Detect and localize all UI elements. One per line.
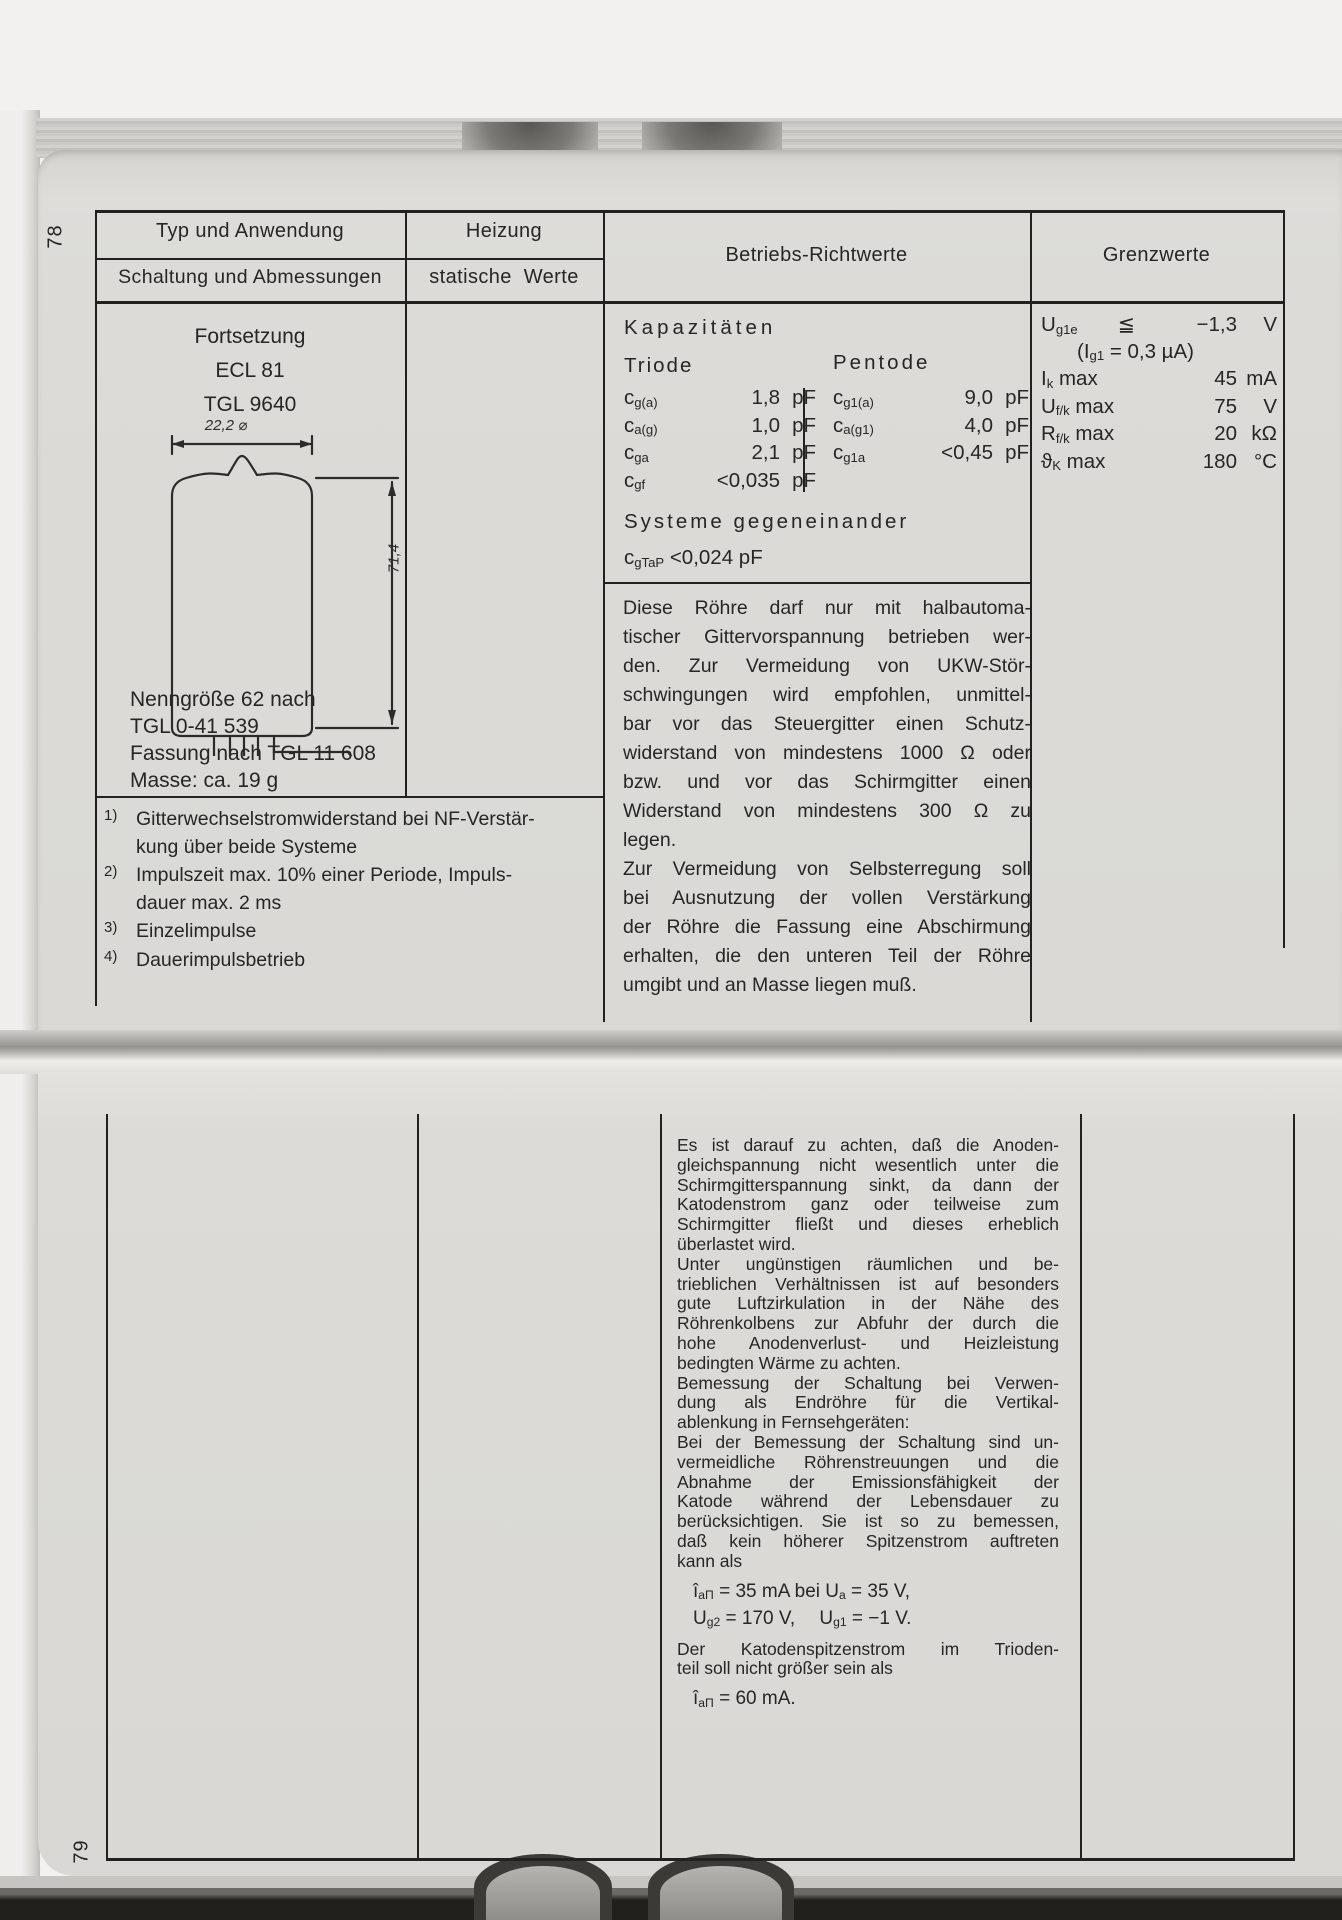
page-fold-crease [0,1030,1342,1074]
capacitance-title: Kapazitäten [624,316,777,339]
text-line: kann als [677,1550,743,1571]
text-line: hohe Anodenverlust- und Heizleistung [677,1332,1059,1353]
text-line: Masse: ca. 19 g [130,769,279,792]
text-line: Zur Vermeidung von Selbsterregung soll [623,858,1031,880]
text-line: Schirmgitter fließt und dieses erheblich [677,1214,1059,1235]
footnote-mark: 4) [104,947,118,965]
thumb-notch-bottom-left-inner [486,1866,600,1920]
tube-mechanical-notes [130,686,410,794]
limit-row: $ϑ_K$ max 180 °C [1041,449,1277,474]
footnote-text: Einzelimpulse [136,920,257,942]
pentode-capacitance-table [833,386,1029,469]
triode-capacitance-table [624,386,816,496]
continuation-text-column [677,1136,1059,1720]
bottom-border-left [106,1114,108,1860]
text-line: ablenkung in Fernsehgeräten: [677,1412,910,1433]
text-line: bedingten Wärme zu achten. [677,1352,901,1373]
footnote-text: Impulszeit max. 10% einer Periode, Impuls- dauer max. 2 ms [136,864,513,914]
footnote-mark: 2) [104,863,118,880]
limit-values-table [1041,312,1277,477]
paragraph [623,855,1031,1000]
footnote-text: Dauerimpulsbetrieb [136,948,306,971]
text-line: gute Luftzirkulation in der Nähe des [677,1293,1059,1314]
formula-block [693,1686,1059,1713]
text-line: Diese Röhre darf nur mit halbautoma- [623,597,1031,619]
text-line: Katodenstrom ganz oder teilweise zum [677,1194,1059,1215]
capacitance-row: $c_{g1a}$ <0,45 pF [833,441,1029,465]
thumb-notch-bottom-right-inner [660,1866,782,1920]
footnote-mark: 3) [104,919,118,936]
text-line: vermeidliche Röhrenstreuungen und die [677,1451,1059,1472]
limit-note: ($I_{g1} = 0,3$ µA) [1077,339,1194,364]
text-line: überlastet wird. [677,1233,796,1254]
pentode-label: Pentode [833,351,931,374]
text-line: Fassung nach TGL 11 608 [130,742,376,765]
text-line: bei Ausnutzung der vollen Verstärkung [623,887,1031,909]
formula-line: $î_{a\Pi} = 60$ mA. [693,1688,796,1710]
header-typ-anwendung: Typ und Anwendung [155,220,345,242]
bottom-border-right [1293,1114,1295,1860]
formula-block [693,1579,1059,1633]
paragraph [677,1640,1059,1680]
bottom-column-divider-2 [660,1114,662,1860]
text-line: TGL 0-41 539 [130,715,259,738]
header-schaltung-abmessungen: Schaltung und Abmessungen [118,266,382,288]
formula-line: $î_{a\Pi} = 35$ mA bei $U_a = 35$ V, [693,1580,911,1603]
paragraph [677,1136,1059,1255]
systems-title: Systeme gegeneinander [624,510,910,533]
footnote-divider-rule [95,796,605,798]
footnote-item [104,806,600,861]
bottom-border-bottom [106,1858,1295,1861]
text-line: daß kein höherer Spitzenstrom auftreten [677,1530,1059,1551]
footnote-mark: 1) [104,807,118,824]
formula-line: $U_{g2} = 170$ V, $U_{g1} = -1$ V. [693,1607,912,1630]
capacitance-row: $c_{a(g)}$ 1,0 pF [624,413,816,438]
bottom-column-divider-3 [1080,1114,1082,1860]
text-line: Abnahme der Emissionsfähigkeit der [677,1471,1059,1492]
capacitance-row: $c_{g1(a)}$ 9,0 pF [833,386,1029,410]
header-grenzwerte: Grenzwerte [1102,244,1211,266]
limit-row: $I_k$ max 45 mA [1041,367,1277,391]
footnote-text: Gitterwechselstromwiderstand bei NF-Verstär- kung über beide Systeme [136,808,535,858]
tube-continuation: Fortsetzung [194,325,306,348]
tube-standard: TGL 9640 [203,393,297,416]
paragraph [677,1255,1059,1374]
footnote-item [104,918,600,946]
text-line: legen. [623,829,677,851]
text-line: Widerstand von mindestens 300 Ω zu [623,800,1031,822]
header-row-divider [97,258,605,260]
footnote-list [104,806,600,975]
capacitance-row: $c_{a(g1)}$ 4,0 pF [833,413,1029,438]
paragraph [677,1433,1059,1572]
text-line: trieblichen Verhältnissen ist auf besonders [677,1273,1059,1294]
text-line: Der Katodenspitzenstrom im Trioden- [677,1638,1059,1659]
footnote-item [104,947,600,975]
table-border-top [95,210,1285,213]
tube-type: ECL 81 [215,359,285,382]
capacitance-row: $c_{gf}$ <0,035 pF [624,468,816,493]
text-line: Katode während der Lebensdauer zu [677,1491,1059,1512]
text-line: bar vor das Steuergitter einen Schutz- [623,713,1031,735]
header-bottom-rule [95,301,1285,304]
text-line: Es ist darauf zu achten, daß die Anoden- [677,1135,1059,1155]
text-line: bzw. und vor das Schirmgitter einen [623,771,1031,793]
capacitance-row: $c_{ga}$ 2,1 pF [624,441,816,465]
header-heizung: Heizung [465,220,543,242]
header-statische-werte: statische Werte [429,266,579,288]
text-line: umgibt und an Masse liegen muß. [623,974,917,996]
page-number-bottom: 79 [70,1839,93,1864]
text-line: Nenngröße 62 nach [130,688,316,711]
text-line: teil soll nicht größer sein als [677,1658,893,1679]
text-line: der Röhre die Fassung eine Abschirmung [623,916,1031,938]
text-line: gleichspannung nicht wesentlich unter die [677,1154,1059,1175]
footnote-item [104,862,600,917]
bottom-column-divider-1 [417,1114,419,1860]
capacitance-row: $c_{g(a)}$ 1,8 pF [624,386,816,410]
limit-row: $R_{f/k}$ max 20 kΩ [1041,422,1277,446]
text-line: den. Zur Vermeidung von UKW-Stör- [623,655,1031,677]
paragraph [623,594,1031,855]
text-line: erhalten, die den unteren Teil der Röhre [623,945,1031,967]
text-line: Unter ungünstigen räumlichen und be- [677,1253,1059,1274]
text-line: dung als Endröhre für die Vertikal- [677,1392,1059,1413]
text-line: berücksichtigen. Sie ist so zu bemessen, [677,1511,1059,1532]
limit-row: $U_{g1e}$ ≦ −1,3 V [1041,313,1277,337]
tube-diameter-dimension: 22,2 ⌀ [204,417,248,434]
table-border-right [1283,210,1285,948]
operating-note-paragraphs [623,594,1031,1000]
scan-left-margin [0,110,40,1920]
tube-height-dimension: 71,4 [385,543,403,574]
paragraph [677,1374,1059,1433]
page-number-top: 78 [44,224,67,249]
systems-capacitance-row: $c_{gTaP} <0,024$ pF [624,546,763,570]
systems-divider-rule [604,582,1032,584]
text-line: tischer Gittervorspannung betrieben wer- [623,626,1031,648]
text-line: Bemessung der Schaltung bei Verwen- [677,1372,1059,1393]
header-betriebs-richtwerte: Betriebs-Richtwerte [725,244,908,266]
tube-id-block [95,320,405,422]
text-line: Bei der Bemessung der Schaltung sind un- [677,1431,1059,1452]
triode-label: Triode [624,354,694,377]
text-line: Schirmgitterspannung sinkt, da dann der [677,1174,1059,1195]
text-line: schwingungen wird empfohlen, unmittel- [623,684,1031,706]
column-divider-2 [603,210,605,1022]
text-line: widerstand von mindestens 1000 Ω oder [623,742,1031,764]
text-line: Röhrenkolbens zur Abfuhr der durch die [677,1313,1059,1334]
limit-row: $U_{f/k}$ max 75 V [1041,394,1277,419]
